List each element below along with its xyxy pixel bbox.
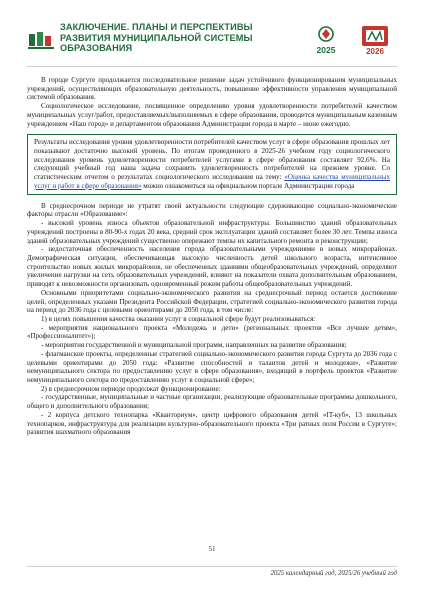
page-title [60, 22, 300, 54]
body-paragraph: Основными приоритетами социально-экономического развития на среднесрочный период остается достижение целей, определенных указами Президента Российской Федерации, стратегией социально-экономического развития города на период до 2036 года с целевыми ориентирами до 2050 года, в том числе: [27, 288, 397, 315]
body-paragraph: В среднесрочном периоде не утратят своей актуальности следующие сдерживающие социально-экономические факторы отрасли «Образование»: [27, 201, 397, 219]
header-divider [27, 66, 397, 67]
intro-paragraph: Социологическое исследование, посвященное определению уровня удовлетворенности потребителей качеством муниципальных услуг/работ, предоставляемых/выполняемых в сфере образования, проводится муниципальным казенным учреждением «Наш город» и департаментом образования Администрации города в марте – июне ежегодно. [27, 102, 397, 128]
page-header [0, 0, 424, 66]
year-logos-icon [312, 24, 394, 58]
body-paragraph: - мероприятия государственной и муниципальной программ, направленных на развитие образования; [41, 341, 347, 350]
education-logo-icon [27, 30, 57, 50]
survey-results-text [34, 138, 390, 190]
footer-divider [27, 566, 397, 567]
logo-year-1: 2025 [316, 45, 336, 55]
body-paragraph: 2) в среднесрочном периоде продолжат функционирование: [41, 384, 221, 393]
survey-results-box [27, 134, 397, 194]
page-content [27, 76, 397, 437]
page-title-line: ОБРАЗОВАНИЯ [60, 43, 133, 54]
body-paragraph: - высокий уровень износа объектов образовательной инфраструктуры. Большинство зданий образовательных учреждений построены в 80-90-х годах 20 века, средний срок эксплуатации зданий составляет более 30 лет. Темпы износа зданий образовательных учреждений существенно опережают темпы их капитального ремонта и реконструкции; [27, 219, 397, 245]
survey-results-tail: можно ознакомиться на официальном портале Администрации города [141, 181, 355, 190]
body-paragraph: - недостаточная обеспеченность населения города образовательными учреждениями в новых микрорайонах. Демографическая ситуация, обеспечивающая высокую численность детей школьного возраста, интенсивное строительство новых жилых микрорайонов, не обеспеченных зданиями общеобразовательных учреждений, определяют увеличение нагрузки на сеть образовательных учреждений, влияют на показатели охвата дополнительным образованием, приводят к невозможности организовать одновременный режим работы общеобразовательных учреждений. [27, 245, 397, 289]
page-title-line: ЗАКЛЮЧЕНИЕ. ПЛАНЫ И ПЕРСПЕКТИВЫ [60, 22, 253, 32]
logo-year-2: 2026 [366, 47, 384, 56]
anniversary-logo-icon [362, 26, 388, 56]
body-paragraph: - мероприятия национального проекта «Молодежь и дети» (региональных проектов «Все лучшее детям», «Профессионалитет»); [27, 323, 397, 341]
footer-caption: 2025 календарный год, 2025/26 учебный год [270, 570, 397, 577]
page-number: 51 [208, 545, 216, 553]
body-paragraph: - государственные, муниципальные и частные организации, реализующие образовательные программы дошкольного, общего и дополнительного образования; [27, 393, 397, 411]
intro-paragraph: В городе Сургуте продолжается последовательное решение задач устойчивого функционирования муниципальных учреждений, осуществляющих образовательную деятельность, повышение эффективности управления муниципальной системой образования. [27, 76, 397, 102]
body-paragraph: - 2 корпуса детского технопарка «Кванториум», центр цифрового образования детей «IT-куб», 13 школьных технопарков, инфраструктура для реализации культурно-образовательного проекта «Три ратных поля России в Сургуте»; развития шахматного образования [27, 410, 397, 437]
body-paragraph: 1) в целях повышения качества оказания услуг в социальной сфере будут реализовываться: [41, 314, 316, 323]
body-paragraph: - флагманские проекты, определенные стратегией социально-экономического развития города Сургута до 2036 года с целевыми ориентирами до 2050 года: «Развитие способностей и талантов детей и молодежи», «Развитие немуниципального сектора по предоставлению услуг в сфере образования», входящий в портфель проектов «Развитие немуниципального сектора по предоставлению услуг в социальной сфере»; [27, 349, 397, 384]
year-of-defender-logo-icon [317, 27, 336, 55]
survey-results-lead: Результаты исследования уровня удовлетворенности потребителей качеством услуг в сфере образования прошлых лет показывают достаточно высокий уровень. По итогам проведенного в 2025-26 учебном году социологического исследования уровень удовлетворенности потребителей услугами в сфере образования составляет 92,6%. На следующий учебный год наша задача сохранить удовлетворенность потребителей на прежнем уровне. Со статистическим отчетом о результатах социологического исследования на тему: [34, 138, 390, 182]
page-title-line: РАЗВИТИЯ МУНИЦИПАЛЬНОЙ СИСТЕМЫ [60, 32, 253, 43]
survey-report-link[interactable]: «Оценка качества муниципальных услуг и работ в сфере образования» [34, 173, 390, 190]
